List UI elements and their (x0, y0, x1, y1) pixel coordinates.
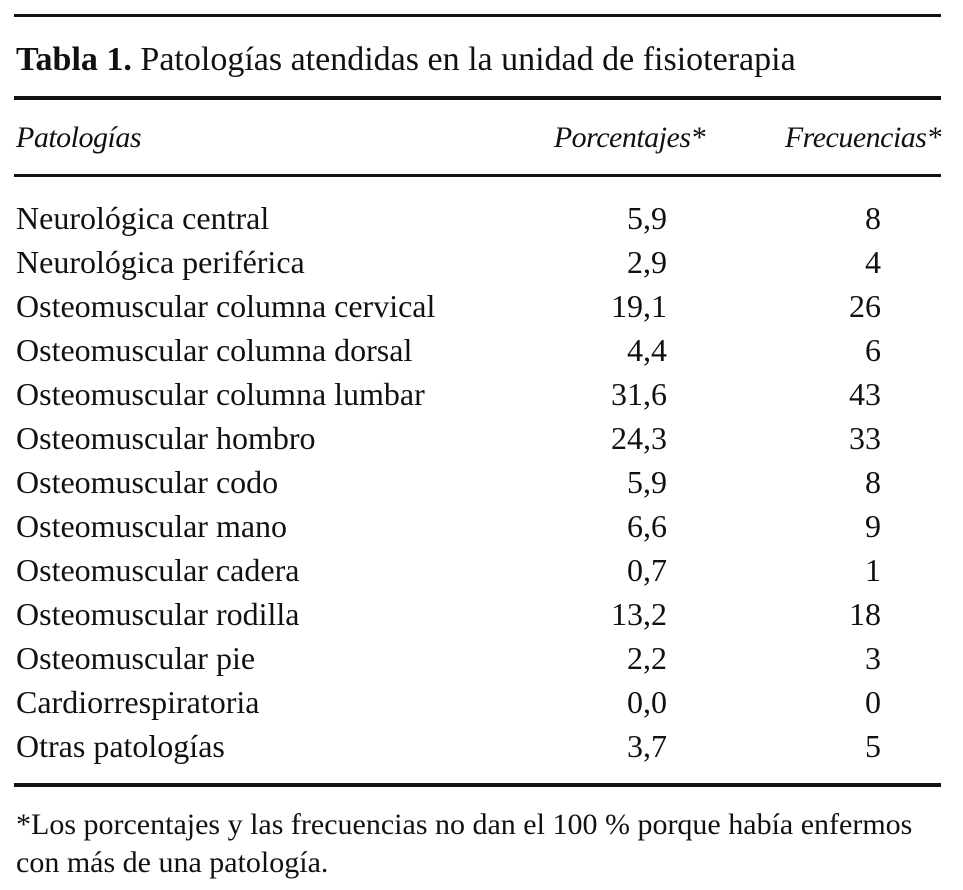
cell-pathology: Osteomuscular columna dorsal (16, 332, 413, 368)
cell-pathology: Osteomuscular mano (16, 508, 288, 544)
table-row (0, 636, 963, 680)
table-row (0, 504, 963, 548)
cell-percentage: 19,1 (611, 288, 667, 324)
cell-percentage: 3,7 (627, 728, 667, 764)
cell-frequency: 43 (849, 376, 881, 412)
table-title-label: Tabla 1. (16, 41, 132, 78)
table-row (0, 680, 963, 724)
cell-pathology: Osteomuscular hombro (16, 420, 316, 456)
table-row (0, 196, 963, 240)
table-row (0, 548, 963, 592)
cell-percentage: 5,9 (627, 200, 667, 236)
table-row (0, 460, 963, 504)
cell-pathology: Osteomuscular rodilla (16, 596, 300, 632)
table-title (16, 38, 796, 82)
cell-pathology: Osteomuscular columna lumbar (16, 376, 425, 412)
cell-frequency: 9 (865, 508, 881, 544)
cell-frequency: 8 (865, 200, 881, 236)
bottom-rule (14, 783, 941, 787)
cell-frequency: 8 (865, 464, 881, 500)
cell-pathology: Osteomuscular cadera (16, 552, 300, 588)
cell-frequency: 1 (865, 552, 881, 588)
cell-pathology: Neurológica periférica (16, 244, 305, 280)
cell-percentage: 2,2 (627, 640, 667, 676)
header-rule (14, 174, 941, 177)
cell-percentage: 0,7 (627, 552, 667, 588)
title-rule (14, 96, 941, 100)
table-footnote: *Los porcentajes y las frecuencias no dan el 100 % porque había enfermos con más de una patología. (16, 808, 913, 879)
cell-frequency: 26 (849, 288, 881, 324)
cell-frequency: 6 (865, 332, 881, 368)
header-percentages: Porcentajes* (553, 121, 705, 154)
table-row (0, 240, 963, 284)
header-frequencies: Frecuencias* (784, 121, 941, 154)
cell-pathology: Osteomuscular codo (16, 464, 279, 500)
cell-pathology: Otras patologías (16, 728, 225, 764)
cell-percentage: 24,3 (611, 420, 667, 456)
cell-pathology: Osteomuscular columna cervical (16, 288, 436, 324)
cell-pathology: Cardiorrespiratoria (16, 684, 260, 720)
cell-pathology: Osteomuscular pie (16, 640, 256, 676)
cell-frequency: 4 (865, 244, 881, 280)
cell-percentage: 13,2 (611, 596, 667, 632)
table-row (0, 592, 963, 636)
cell-frequency: 3 (865, 640, 881, 676)
table-row (0, 328, 963, 372)
cell-percentage: 4,4 (627, 332, 667, 368)
table-title-text: Patologías atendidas en la unidad de fisioterapia (131, 41, 796, 78)
cell-percentage: 0,0 (627, 684, 667, 720)
cell-percentage: 31,6 (611, 376, 667, 412)
cell-percentage: 2,9 (627, 244, 667, 280)
cell-frequency: 0 (865, 684, 881, 720)
cell-percentage: 6,6 (627, 508, 667, 544)
table-row (0, 724, 963, 768)
table-row (0, 416, 963, 460)
cell-frequency: 5 (865, 728, 881, 764)
table-row (0, 284, 963, 328)
cell-pathology: Neurológica central (16, 200, 270, 236)
top-rule (14, 14, 941, 17)
cell-frequency: 33 (849, 420, 881, 456)
table-body (0, 196, 963, 768)
header-pathology: Patologías (16, 121, 142, 154)
cell-percentage: 5,9 (627, 464, 667, 500)
table-row (0, 372, 963, 416)
cell-frequency: 18 (849, 596, 881, 632)
